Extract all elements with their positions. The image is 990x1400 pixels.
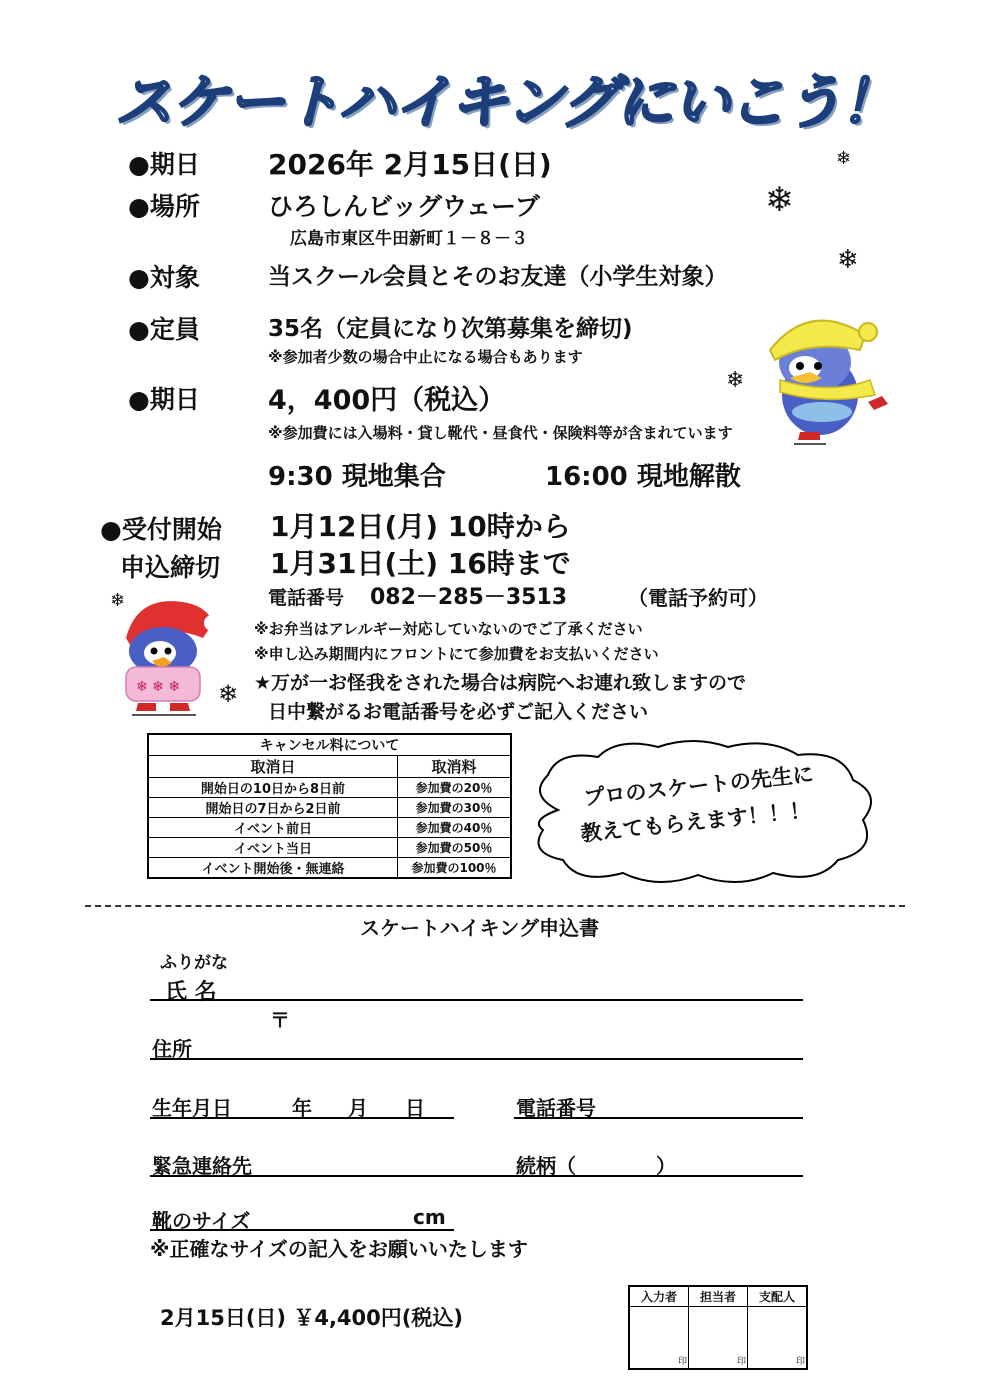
address-label: 住所 — [152, 1037, 192, 1061]
snowflake-icon: ❄ — [765, 180, 794, 220]
place-value: ひろしんビッグウェーブ — [268, 192, 540, 221]
note-phone-required: 日中繋がるお電話番号を必ずご記入ください — [268, 701, 649, 723]
capacity-label: ●定員 — [128, 315, 200, 344]
birthdate-field[interactable] — [150, 1117, 454, 1119]
fee-label: ●期日 — [128, 385, 200, 414]
date-value: 2026年 2月15日(日) — [268, 148, 552, 181]
table-cell: 開始日の10日から8日前 — [148, 778, 398, 798]
year-label: 年 — [292, 1096, 312, 1120]
target-label: ●対象 — [128, 263, 200, 292]
phone-field[interactable] — [514, 1117, 803, 1119]
cloud-text-line2: 教えてもらえます！！！ — [579, 797, 812, 847]
day-label: 日 — [405, 1096, 425, 1120]
shoe-size-unit: cm — [413, 1205, 446, 1229]
snowflake-icon: ❄ — [218, 680, 239, 708]
table-row — [148, 778, 511, 798]
page-title: スケートハイキングにいこう！ — [115, 68, 897, 136]
capacity-note: ※参加者少数の場合中止になる場合もあります — [268, 348, 583, 366]
stamp-header-manager: 支配人 — [748, 1286, 808, 1307]
shoe-size-label: 靴のサイズ — [152, 1209, 251, 1233]
table-row — [148, 798, 511, 818]
place-label: ●場所 — [128, 192, 200, 221]
cloud-text-line1: プロのスケートの先生に — [582, 761, 815, 811]
reception-label: ●受付開始 — [100, 515, 222, 544]
shoe-size-note: ※正確なサイズの記入をお願いいたします — [150, 1237, 528, 1261]
address-field[interactable] — [150, 1058, 803, 1060]
table-row — [148, 858, 511, 879]
shoe-size-field[interactable] — [150, 1229, 454, 1231]
emergency-contact-field[interactable] — [150, 1175, 803, 1177]
table-header-date: 取消日 — [148, 756, 398, 778]
staff-stamp-box — [628, 1285, 808, 1370]
deadline-value: 1月31日(土) 16時まで — [270, 547, 571, 580]
capacity-value: 35名（定員になり次第募集を締切) — [268, 316, 633, 342]
phone-note: （電話予約可） — [628, 586, 768, 610]
form-title: スケートハイキング申込書 — [360, 916, 599, 940]
address-text: 広島市東区牛田新町１－８－３ — [290, 229, 528, 249]
table-cell: イベント当日 — [148, 838, 398, 858]
month-label: 月 — [348, 1096, 368, 1120]
end-time: 16:00 現地解散 — [545, 462, 741, 492]
meet-time: 9:30 現地集合 — [268, 462, 446, 492]
table-cell: イベント前日 — [148, 818, 398, 838]
phone-label: 電話番号 — [268, 587, 345, 609]
reception-value: 1月12日(月) 10時から — [270, 510, 571, 543]
phone-value: 082－285－3513 — [370, 585, 568, 610]
cut-line — [85, 905, 905, 907]
relation-label: 続柄（ ） — [516, 1154, 676, 1178]
table-cell: 開始日の7日から2日前 — [148, 798, 398, 818]
date-label: ●期日 — [128, 150, 200, 179]
note-injury: ★万が一お怪我をされた場合は病院へお連れ致しますので — [254, 672, 747, 694]
postal-mark: 〒 — [270, 1008, 290, 1032]
deadline-label: 申込締切 — [120, 553, 221, 582]
table-cell: 参加費の20％ — [398, 778, 512, 798]
table-row — [148, 818, 511, 838]
table-row — [148, 838, 511, 858]
fee-value: 4，400円（税込） — [268, 385, 506, 416]
snowflake-icon: ❄ — [110, 590, 126, 611]
name-field[interactable] — [150, 999, 803, 1001]
stamp-seal-cell[interactable]: 印 — [689, 1307, 748, 1369]
snowflake-icon: ❄ — [837, 245, 859, 275]
summary-text: 2月15日(日) ￥4,400円(税込) — [160, 1306, 463, 1330]
note-allergy: ※お弁当はアレルギー対応していないのでご了承ください — [254, 620, 643, 638]
target-value: 当スクール会員とそのお友達（小学生対象） — [268, 264, 728, 290]
table-cell: 参加費の30％ — [398, 798, 512, 818]
phone-label: 電話番号 — [516, 1096, 596, 1120]
skating-penguin-red-hat — [108, 593, 223, 723]
cancellation-fee-table — [147, 733, 512, 879]
stamp-header-input: 入力者 — [629, 1286, 689, 1307]
table-header-fee: 取消料 — [398, 756, 512, 778]
stamp-seal-cell[interactable]: 印 — [629, 1307, 689, 1369]
furigana-label: ふりがな — [160, 953, 228, 973]
snowflake-icon: ❄ — [836, 148, 852, 169]
table-cell: 参加費の40％ — [398, 818, 512, 838]
emergency-contact-label: 緊急連絡先 — [152, 1154, 252, 1178]
snowflake-icon: ❄ — [726, 368, 745, 393]
table-cell: 参加費の100％ — [398, 858, 512, 879]
stamp-seal-cell[interactable]: 印 — [748, 1307, 808, 1369]
birthdate-label: 生年月日 — [152, 1096, 232, 1120]
skating-penguin-yellow-hat — [750, 300, 900, 450]
table-cell: イベント開始後・無連絡 — [148, 858, 398, 879]
stamp-header-staff: 担当者 — [689, 1286, 748, 1307]
table-title: キャンセル料について — [148, 734, 511, 756]
name-label: 氏 名 — [165, 980, 217, 1005]
svg-text:❄ ❄ ❄: ❄ ❄ ❄ — [136, 679, 181, 695]
table-cell: 参加費の50％ — [398, 838, 512, 858]
fee-note: ※参加費には入場料・貸し靴代・昼食代・保険料等が含まれています — [268, 424, 733, 442]
note-payment: ※申し込み期間内にフロントにて参加費をお支払いください — [254, 645, 659, 663]
